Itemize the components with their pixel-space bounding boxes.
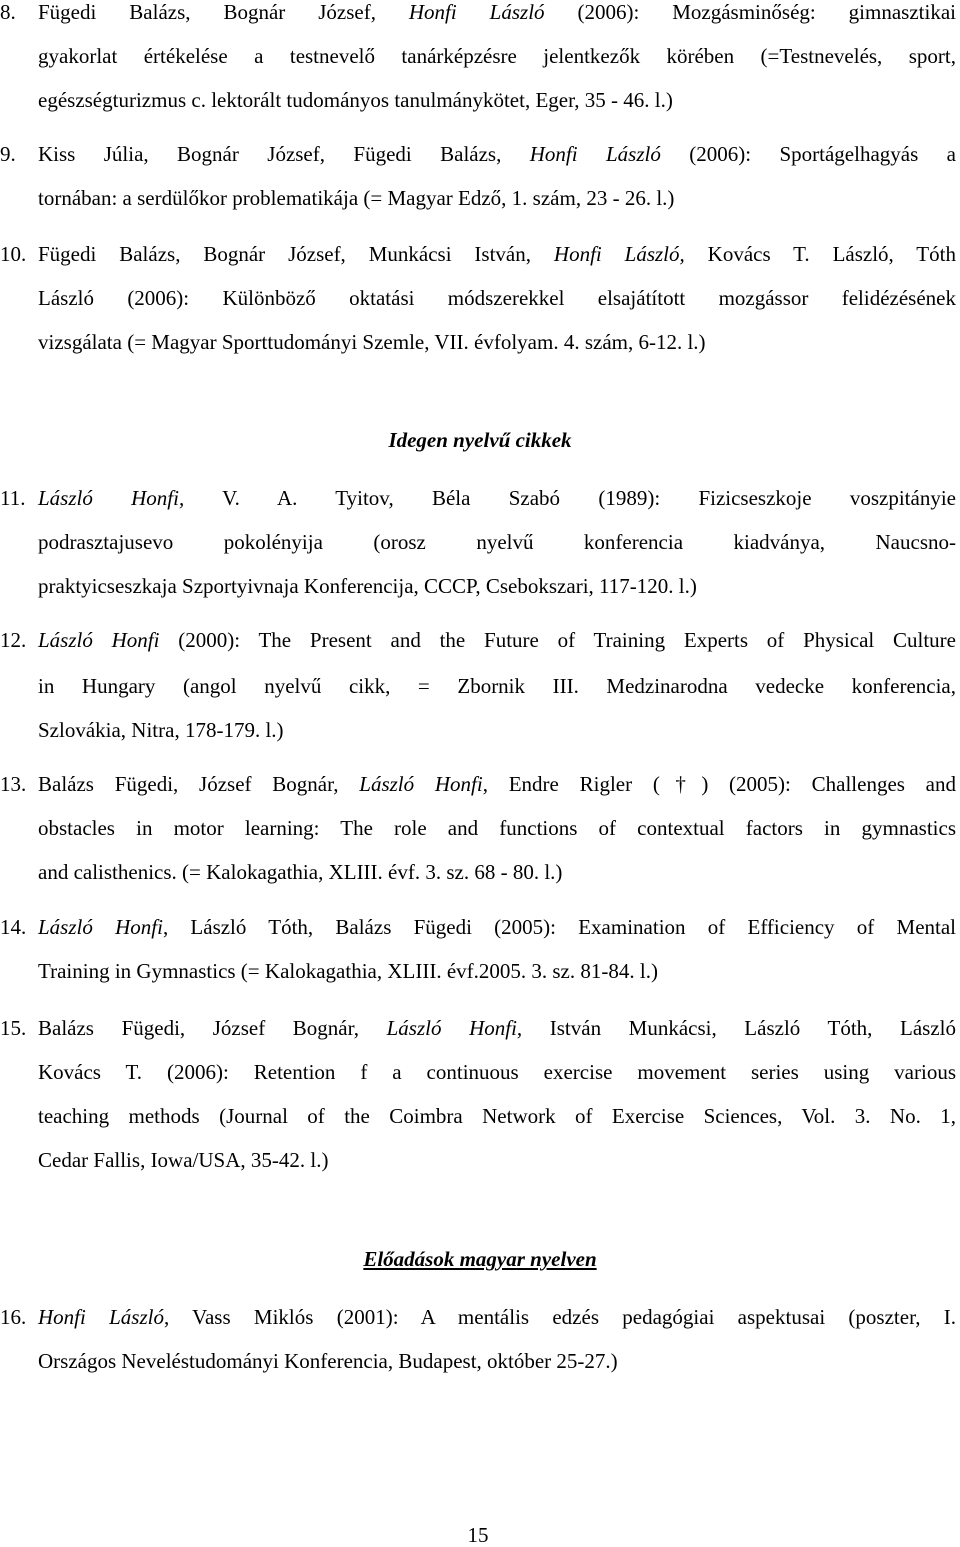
reference-line (38, 1305, 956, 1329)
reference-text: Kovács T. (2006): Retention f a continuous exercise movement series using various (38, 1060, 956, 1084)
reference-number: 9. (0, 142, 16, 166)
reference-line (38, 142, 956, 166)
reference-line (38, 574, 956, 598)
reference-line (38, 1148, 956, 1172)
reference-number: 15. (0, 1016, 27, 1040)
reference-text: tornában: a serdülőkor problematikája (= Magyar Edző, 1. szám, 23 - 26. l.) (38, 186, 675, 210)
reference-text: (2006): Sportágelhagyás a (660, 142, 956, 166)
reference-text: Országos Neveléstudományi Konferencia, Budapest, október 25-27.) (38, 1349, 618, 1373)
reference-text: gyakorlat értékelése a testnevelő tanárképzésre jelentkezők körében (=Testnevelés, sport, (38, 44, 956, 68)
reference-number: 10. (0, 242, 27, 266)
reference-text: Fügedi Balázs, Bognár József, Munkácsi István, (38, 242, 554, 266)
reference-number: 11. (0, 486, 26, 510)
reference-text: obstacles in motor learning: The role and functions of contextual factors in gymnastics (38, 816, 956, 840)
reference-text: egészségturizmus c. lektorált tudományos tanulmánykötet, Eger, 35 - 46. l.) (38, 88, 673, 112)
reference-text: Balázs Fügedi, József Bognár, (38, 772, 360, 796)
section-heading-foreign-articles (0, 428, 960, 452)
reference-line (38, 816, 956, 840)
reference-text: Kiss Júlia, Bognár József, Fügedi Balázs, (38, 142, 530, 166)
reference-line (38, 286, 956, 310)
reference-text: podrasztajusevo pokolényija (orosz nyelvű konferencia kiadványa, Naucsno- (38, 530, 956, 554)
reference-line (38, 674, 956, 698)
reference-line (38, 186, 956, 210)
reference-text: and calisthenics. (= Kalokagathia, XLIII. évf. 3. sz. 68 - 80. l.) (38, 860, 563, 884)
reference-line (38, 530, 956, 554)
reference-line (38, 1060, 956, 1084)
section-heading-text: Előadások magyar nyelven (363, 1247, 597, 1271)
author-name-italic: Honfi László, (553, 242, 685, 266)
reference-number: 12. (0, 628, 27, 652)
reference-text: praktyicseszkaja Szportyivnaja Konferencija, CCCP, Csebokszari, 117-120. l.) (38, 574, 697, 598)
reference-line (38, 718, 956, 742)
author-name-italic: László Honfi, (386, 1016, 523, 1040)
reference-text: (2006): Mozgásminőség: gimnasztikai (544, 0, 956, 24)
author-name-italic: László Honfi (38, 915, 163, 939)
section-heading-text: Idegen nyelvű cikkek (388, 428, 572, 452)
reference-line (38, 44, 956, 68)
author-name-italic: Honfi László (529, 142, 661, 166)
reference-text: László (2006): Különböző oktatási módszerekkel elsajátított mozgássor felidézésének (38, 286, 956, 310)
reference-text: , László Tóth, Balázs Fügedi (2005): Examination of Efficiency of Mental (162, 915, 956, 939)
reference-line (38, 486, 956, 510)
author-name-italic: László Honfi (359, 772, 483, 796)
author-name-italic: Honfi László (38, 1305, 164, 1329)
reference-text: Fügedi Balázs, Bognár József, (38, 0, 409, 24)
reference-line (38, 772, 956, 796)
reference-text: István Munkácsi, László Tóth, László (522, 1016, 956, 1040)
reference-number: 8. (0, 0, 16, 24)
reference-text: vizsgálata (= Magyar Sporttudományi Szemle, VII. évfolyam. 4. szám, 6-12. l.) (38, 330, 706, 354)
reference-text: , Vass Miklós (2001): A mentális edzés pedagógiai aspektusai (poszter, I. (163, 1305, 956, 1329)
reference-line (38, 88, 956, 112)
reference-line (38, 628, 956, 652)
reference-text: Cedar Fallis, Iowa/USA, 35-42. l.) (38, 1148, 329, 1172)
section-heading-hungarian-talks (0, 1247, 960, 1271)
reference-line (38, 1349, 956, 1373)
author-name-italic: László Honfi (38, 628, 160, 652)
reference-text: Kovács T. László, Tóth (684, 242, 956, 266)
reference-text: V. A. Tyitov, Béla Szabó (1989): Fizicseszkoje voszpitányie (184, 486, 956, 510)
reference-text: Szlovákia, Nitra, 178-179. l.) (38, 718, 284, 742)
reference-text: , Endre Rigler (†) (2005): Challenges and (482, 772, 957, 796)
reference-text: Balázs Fügedi, József Bognár, (38, 1016, 387, 1040)
reference-text: in Hungary (angol nyelvű cikk, = Zbornik III. Medzinarodna vedecke konferencia, (38, 674, 956, 698)
reference-number: 14. (0, 915, 27, 939)
reference-line (38, 1016, 956, 1040)
reference-line (38, 330, 956, 354)
reference-line (38, 959, 956, 983)
reference-line (38, 242, 956, 266)
reference-text: teaching methods (Journal of the Coimbra Network of Exercise Sciences, Vol. 3. No. 1, (38, 1104, 956, 1128)
author-name-italic: Honfi László (408, 0, 545, 24)
reference-number: 13. (0, 772, 27, 796)
reference-text: Training in Gymnastics (= Kalokagathia, XLIII. évf.2005. 3. sz. 81-84. l.) (38, 959, 658, 983)
reference-line (38, 0, 956, 24)
reference-text: (2000): The Present and the Future of Training Experts of Physical Culture (159, 628, 956, 652)
page-number: 15 (467, 1523, 489, 1547)
reference-number: 16. (0, 1305, 27, 1329)
author-name-italic: László Honfi, (38, 486, 185, 510)
reference-line (38, 915, 956, 939)
reference-line (38, 860, 956, 884)
reference-line (38, 1104, 956, 1128)
